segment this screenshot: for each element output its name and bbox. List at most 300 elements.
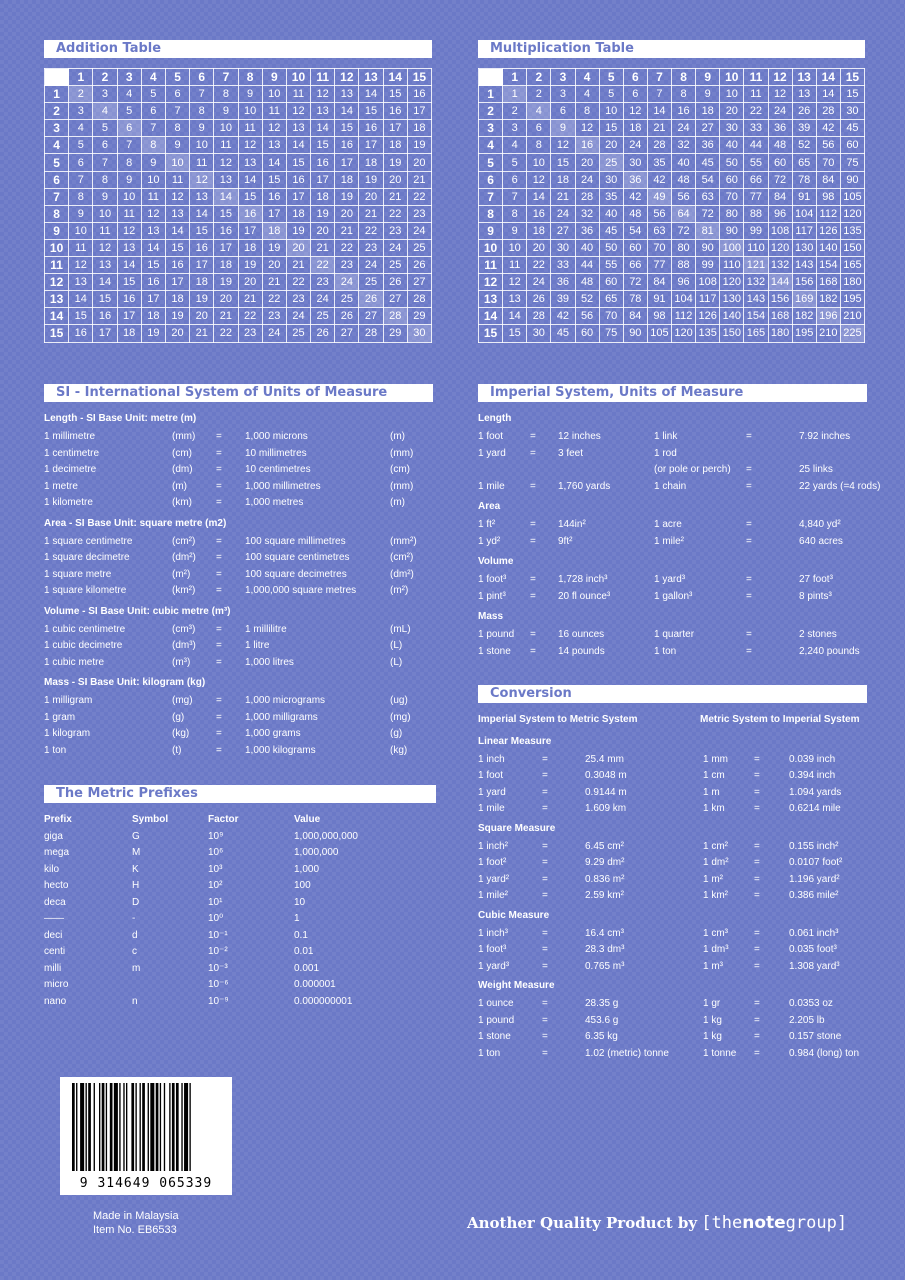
multiplication-cell: 143 bbox=[744, 291, 768, 308]
brand-text: Another Quality Product by bbox=[467, 1214, 698, 1232]
multiplication-cell: 28 bbox=[816, 103, 840, 120]
addition-cell: 7 bbox=[69, 171, 93, 188]
addition-cell: 16 bbox=[69, 325, 93, 342]
prefix-column-header: Value bbox=[294, 814, 321, 825]
multiplication-row-header: 7 bbox=[479, 188, 503, 205]
conversion-cell: 1 m³ bbox=[703, 960, 723, 972]
addition-cell: 16 bbox=[311, 154, 335, 171]
addition-cell: 4 bbox=[93, 103, 117, 120]
si-row bbox=[44, 567, 434, 584]
conversion-cell: 1 kg bbox=[703, 1031, 722, 1042]
multiplication-cell: 54 bbox=[623, 222, 647, 239]
addition-cell: 15 bbox=[238, 188, 262, 205]
multiplication-cell: 35 bbox=[599, 188, 623, 205]
multiplication-cell: 56 bbox=[816, 137, 840, 154]
conversion-cell: = bbox=[754, 944, 760, 955]
multiplication-cell: 30 bbox=[551, 239, 575, 256]
addition-cell: 19 bbox=[359, 171, 383, 188]
multiplication-cell: 36 bbox=[623, 171, 647, 188]
addition-cell: 20 bbox=[214, 291, 238, 308]
multiplication-cell: 2 bbox=[503, 103, 527, 120]
si-row bbox=[44, 550, 434, 567]
imperial-cell: 8 pints³ bbox=[799, 590, 832, 602]
addition-cell: 22 bbox=[335, 239, 359, 256]
addition-column-header: 6 bbox=[190, 69, 214, 86]
multiplication-cell: 88 bbox=[744, 205, 768, 222]
imperial-cell: 7.92 inches bbox=[799, 431, 851, 442]
addition-cell: 16 bbox=[190, 239, 214, 256]
conversion-cell: 0.0353 oz bbox=[789, 998, 833, 1009]
prefix-cell: n bbox=[132, 995, 138, 1007]
multiplication-cell: 130 bbox=[720, 291, 744, 308]
multiplication-row bbox=[479, 188, 865, 205]
imperial-row bbox=[478, 479, 881, 496]
imperial-group bbox=[478, 500, 873, 550]
addition-row bbox=[45, 171, 432, 188]
multiplication-cell: 60 bbox=[575, 325, 599, 342]
addition-cell: 17 bbox=[335, 154, 359, 171]
addition-cell: 17 bbox=[117, 308, 141, 325]
si-cell: (dm²) bbox=[172, 552, 196, 563]
addition-cell: 27 bbox=[383, 291, 407, 308]
si-row bbox=[44, 479, 434, 496]
multiplication-cell: 135 bbox=[696, 325, 720, 342]
multiplication-cell: 90 bbox=[840, 171, 864, 188]
addition-cell: 21 bbox=[407, 171, 431, 188]
multiplication-cell: 60 bbox=[840, 137, 864, 154]
multiplication-cell: 140 bbox=[816, 239, 840, 256]
barcode-bar bbox=[86, 1083, 87, 1171]
conversion-cell: = bbox=[542, 873, 548, 885]
addition-cell: 18 bbox=[335, 171, 359, 188]
si-cell: 1 cubic centimetre bbox=[44, 623, 126, 635]
addition-cell: 24 bbox=[407, 222, 431, 239]
imperial-group-heading: Mass bbox=[478, 611, 504, 622]
si-row bbox=[44, 462, 434, 479]
multiplication-cell: 110 bbox=[744, 239, 768, 256]
multiplication-cell: 4 bbox=[503, 137, 527, 154]
addition-column-header: 13 bbox=[359, 69, 383, 86]
multiplication-cell: 63 bbox=[647, 222, 671, 239]
addition-row bbox=[45, 274, 432, 291]
addition-cell: 22 bbox=[359, 222, 383, 239]
conversion-cell: 2.59 km² bbox=[585, 890, 624, 901]
addition-cell: 21 bbox=[383, 188, 407, 205]
imperial-cell: 1 mile² bbox=[654, 535, 685, 547]
multiplication-cell: 48 bbox=[672, 171, 696, 188]
si-cell: (cm) bbox=[390, 464, 410, 475]
metric-prefixes-section bbox=[44, 812, 434, 1010]
addition-cell: 25 bbox=[335, 291, 359, 308]
addition-row-header: 6 bbox=[45, 171, 69, 188]
si-cell: = bbox=[216, 711, 222, 723]
addition-cell: 25 bbox=[311, 308, 335, 325]
imperial-cell: 144in² bbox=[558, 519, 586, 530]
addition-cell: 22 bbox=[262, 291, 286, 308]
addition-cell: 28 bbox=[359, 325, 383, 342]
prefix-cell: 0.001 bbox=[294, 962, 320, 974]
si-row bbox=[44, 693, 434, 710]
multiplication-cell: 8 bbox=[672, 86, 696, 103]
multiplication-cell: 24 bbox=[551, 205, 575, 222]
barcode-bar bbox=[126, 1083, 127, 1171]
multiplication-cell: 9 bbox=[696, 86, 720, 103]
conversion-row bbox=[478, 1029, 878, 1046]
si-cell: (dm³) bbox=[172, 640, 196, 651]
multiplication-cell: 40 bbox=[720, 137, 744, 154]
addition-cell: 10 bbox=[69, 222, 93, 239]
si-cell: 100 square decimetres bbox=[245, 568, 347, 580]
addition-cell: 18 bbox=[117, 325, 141, 342]
multiplication-cell: 70 bbox=[816, 154, 840, 171]
multiplication-cell: 150 bbox=[720, 325, 744, 342]
multiplication-cell: 210 bbox=[816, 325, 840, 342]
si-row bbox=[44, 446, 434, 463]
multiplication-cell: 24 bbox=[623, 137, 647, 154]
si-cell: 1 centimetre bbox=[44, 447, 100, 459]
addition-cell: 27 bbox=[359, 308, 383, 325]
addition-column-header: 9 bbox=[262, 69, 286, 86]
si-cell: = bbox=[216, 585, 222, 596]
conversion-cell: = bbox=[542, 927, 548, 939]
addition-cell: 14 bbox=[286, 137, 310, 154]
conversion-cell: 1 inch³ bbox=[478, 927, 509, 939]
multiplication-cell: 100 bbox=[720, 239, 744, 256]
conversion-cell: = bbox=[542, 998, 548, 1009]
addition-cell: 9 bbox=[93, 188, 117, 205]
conversion-cell: 1.02 (metric) tonne bbox=[585, 1047, 669, 1059]
multiplication-row-header: 3 bbox=[479, 120, 503, 137]
addition-cell: 14 bbox=[141, 239, 165, 256]
multiplication-cell: 8 bbox=[527, 137, 551, 154]
addition-cell: 18 bbox=[407, 120, 431, 137]
prefix-row bbox=[44, 928, 434, 945]
addition-row-header: 5 bbox=[45, 154, 69, 171]
prefix-column-header: Prefix bbox=[44, 814, 72, 825]
imperial-cell: 1 foot bbox=[478, 431, 504, 442]
addition-row-header: 7 bbox=[45, 188, 69, 205]
multiplication-cell: 48 bbox=[623, 205, 647, 222]
conversion-row bbox=[478, 752, 878, 769]
multiplication-cell: 20 bbox=[575, 154, 599, 171]
imperial-cell: = bbox=[746, 519, 752, 530]
addition-cell: 5 bbox=[93, 120, 117, 137]
conversion-cell: = bbox=[542, 960, 548, 972]
prefix-cell: 1,000,000 bbox=[294, 847, 339, 858]
imperial-cell: 1 yard bbox=[478, 447, 506, 459]
barcode-bar bbox=[131, 1083, 134, 1171]
si-group bbox=[44, 517, 434, 600]
conversion-cell: = bbox=[754, 770, 760, 781]
imperial-cell: 1 gallon³ bbox=[654, 590, 693, 602]
imperial-group-heading: Length bbox=[478, 413, 512, 424]
multiplication-cell: 10 bbox=[503, 239, 527, 256]
addition-cell: 8 bbox=[214, 86, 238, 103]
si-cell: = bbox=[216, 464, 222, 475]
si-cell: (g) bbox=[390, 728, 403, 739]
addition-cell: 24 bbox=[286, 308, 310, 325]
addition-row bbox=[45, 257, 432, 274]
si-cell: (mL) bbox=[390, 623, 411, 635]
conversion-cell: 28.35 g bbox=[585, 998, 619, 1009]
multiplication-cell: 12 bbox=[623, 103, 647, 120]
prefix-cell: mega bbox=[44, 847, 70, 858]
imperial-row bbox=[478, 446, 873, 463]
multiplication-cell: 99 bbox=[744, 222, 768, 239]
addition-operator-icon: + bbox=[45, 69, 69, 86]
multiplication-cell: 6 bbox=[623, 86, 647, 103]
multiplication-cell: 84 bbox=[623, 308, 647, 325]
addition-cell: 20 bbox=[190, 308, 214, 325]
prefix-row bbox=[44, 961, 434, 978]
addition-header-row bbox=[45, 69, 432, 86]
addition-cell: 15 bbox=[117, 274, 141, 291]
multiplication-cell: 91 bbox=[647, 291, 671, 308]
addition-cell: 25 bbox=[286, 325, 310, 342]
addition-cell: 10 bbox=[262, 86, 286, 103]
multiplication-row-header: 13 bbox=[479, 291, 503, 308]
barcode-bar bbox=[150, 1083, 154, 1171]
conversion-cell: = bbox=[542, 857, 548, 868]
multiplication-cell: 72 bbox=[696, 205, 720, 222]
addition-row-header: 10 bbox=[45, 239, 69, 256]
addition-cell: 20 bbox=[165, 325, 189, 342]
addition-cell: 15 bbox=[93, 291, 117, 308]
brand-logo bbox=[701, 1213, 847, 1233]
multiplication-cell: 154 bbox=[744, 308, 768, 325]
si-cell: (mg) bbox=[390, 711, 411, 723]
addition-cell: 13 bbox=[286, 120, 310, 137]
imperial-cell: 1 ft² bbox=[478, 519, 496, 530]
conversion-cell: 1 km² bbox=[703, 890, 728, 901]
addition-cell: 13 bbox=[165, 205, 189, 222]
si-cell: (kg) bbox=[390, 744, 408, 756]
si-group-heading: Mass - SI Base Unit: kilogram (kg) bbox=[44, 677, 206, 688]
multiplication-cell: 60 bbox=[623, 239, 647, 256]
multiplication-cell: 78 bbox=[792, 171, 816, 188]
si-cell: = bbox=[216, 431, 222, 442]
multiplication-cell: 40 bbox=[575, 239, 599, 256]
addition-cell: 17 bbox=[165, 274, 189, 291]
barcode bbox=[60, 1077, 232, 1195]
addition-cell: 22 bbox=[383, 205, 407, 222]
multiplication-cell: 44 bbox=[744, 137, 768, 154]
addition-cell: 26 bbox=[311, 325, 335, 342]
multiplication-cell: 10 bbox=[720, 86, 744, 103]
addition-cell: 11 bbox=[190, 154, 214, 171]
multiplication-cell: 16 bbox=[527, 205, 551, 222]
si-cell: = bbox=[216, 728, 222, 739]
multiplication-cell: 12 bbox=[575, 120, 599, 137]
conversion-cell: = bbox=[542, 840, 548, 852]
brand-line bbox=[467, 1213, 847, 1233]
imperial-cell: 4,840 yd² bbox=[799, 519, 841, 530]
multiplication-cell: 120 bbox=[768, 239, 792, 256]
conversion-cell: = bbox=[754, 786, 760, 798]
multiplication-cell: 77 bbox=[744, 188, 768, 205]
barcode-bar bbox=[140, 1083, 141, 1171]
conversion-cell: = bbox=[754, 840, 760, 852]
prefix-cell: deca bbox=[44, 896, 66, 908]
addition-cell: 17 bbox=[262, 205, 286, 222]
multiplication-cell: 12 bbox=[768, 86, 792, 103]
conversion-cell: 0.394 inch bbox=[789, 770, 836, 781]
prefix-column-header: Factor bbox=[208, 814, 239, 825]
si-cell: 1 decimetre bbox=[44, 464, 97, 475]
addition-row bbox=[45, 222, 432, 239]
addition-cell: 6 bbox=[141, 103, 165, 120]
addition-cell: 18 bbox=[238, 239, 262, 256]
addition-row-header: 11 bbox=[45, 257, 69, 274]
multiplication-cell: 84 bbox=[647, 274, 671, 291]
si-cell: 1 litre bbox=[245, 640, 270, 651]
si-cell: (cm²) bbox=[390, 552, 414, 563]
multiplication-cell: 70 bbox=[647, 239, 671, 256]
multiplication-cell: 42 bbox=[647, 171, 671, 188]
imperial-cell: = bbox=[746, 574, 752, 585]
si-cell: 1,000 litres bbox=[245, 656, 294, 668]
addition-cell: 19 bbox=[286, 222, 310, 239]
conversion-cell: 1.094 yards bbox=[789, 786, 842, 798]
addition-row-header: 14 bbox=[45, 308, 69, 325]
si-row bbox=[44, 710, 434, 727]
si-cell: 1 square metre bbox=[44, 568, 112, 580]
multiplication-row-header: 1 bbox=[479, 86, 503, 103]
multiplication-row-header: 14 bbox=[479, 308, 503, 325]
conversion-cell: = bbox=[754, 890, 760, 901]
addition-row-header: 9 bbox=[45, 222, 69, 239]
multiplication-cell: 21 bbox=[551, 188, 575, 205]
multiplication-column-header: 4 bbox=[575, 69, 599, 86]
conversion-cell: 1 foot² bbox=[478, 857, 507, 868]
addition-cell: 17 bbox=[286, 188, 310, 205]
multiplication-cell: 143 bbox=[792, 257, 816, 274]
multiplication-cell: 30 bbox=[720, 120, 744, 137]
addition-cell: 14 bbox=[165, 222, 189, 239]
prefix-cell: 10³ bbox=[208, 863, 223, 875]
addition-cell: 14 bbox=[238, 171, 262, 188]
multiplication-cell: 168 bbox=[768, 308, 792, 325]
multiplication-cell: 39 bbox=[792, 120, 816, 137]
prefix-cell: m bbox=[132, 962, 141, 974]
multiplication-cell: 169 bbox=[792, 291, 816, 308]
multiplication-cell: 182 bbox=[816, 291, 840, 308]
prefix-cell: 10⁻¹ bbox=[208, 929, 228, 941]
multiplication-row-header: 9 bbox=[479, 222, 503, 239]
addition-cell: 13 bbox=[311, 103, 335, 120]
multiplication-cell: 52 bbox=[575, 291, 599, 308]
addition-row bbox=[45, 120, 432, 137]
conversion-cell: 0.386 mile² bbox=[789, 890, 839, 901]
prefix-cell: micro bbox=[44, 979, 69, 990]
addition-cell: 15 bbox=[359, 103, 383, 120]
addition-cell: 20 bbox=[262, 257, 286, 274]
multiplication-cell: 60 bbox=[599, 274, 623, 291]
multiplication-cell: 48 bbox=[575, 274, 599, 291]
addition-cell: 13 bbox=[93, 257, 117, 274]
si-cell: 1,000 metres bbox=[245, 497, 304, 508]
multiplication-column-header: 10 bbox=[720, 69, 744, 86]
addition-column-header: 15 bbox=[407, 69, 431, 86]
conversion-cell: 6.35 kg bbox=[585, 1031, 618, 1042]
multiplication-cell: 180 bbox=[768, 325, 792, 342]
si-cell: 1,000 micrograms bbox=[245, 695, 326, 706]
imperial-cell: 12 inches bbox=[558, 431, 601, 442]
addition-cell: 14 bbox=[190, 205, 214, 222]
si-row bbox=[44, 622, 434, 639]
item-number: Item No. EB6533 bbox=[93, 1224, 177, 1236]
si-cell: (g) bbox=[172, 711, 185, 723]
si-group-heading: Area - SI Base Unit: square metre (m2) bbox=[44, 517, 227, 529]
barcode-bar bbox=[102, 1083, 105, 1171]
multiplication-cell: 80 bbox=[720, 205, 744, 222]
addition-cell: 12 bbox=[117, 222, 141, 239]
si-cell: 1,000 grams bbox=[245, 728, 301, 739]
addition-cell: 17 bbox=[407, 103, 431, 120]
addition-cell: 12 bbox=[190, 171, 214, 188]
multiplication-row bbox=[479, 205, 865, 222]
si-cell: = bbox=[216, 447, 222, 459]
addition-cell: 16 bbox=[117, 291, 141, 308]
addition-cell: 15 bbox=[69, 308, 93, 325]
si-row bbox=[44, 583, 434, 600]
addition-cell: 13 bbox=[69, 274, 93, 291]
si-cell: (km) bbox=[172, 497, 192, 508]
multiplication-cell: 2 bbox=[527, 86, 551, 103]
imperial-section bbox=[478, 412, 881, 665]
imperial-cell: 1 acre bbox=[654, 519, 682, 530]
multiplication-cell: 156 bbox=[768, 291, 792, 308]
prefix-column-header: Symbol bbox=[132, 814, 169, 825]
addition-cell: 17 bbox=[311, 171, 335, 188]
addition-cell: 11 bbox=[69, 239, 93, 256]
conversion-cell: 1 kg bbox=[703, 1014, 722, 1026]
si-title: SI - International System of Units of Measure bbox=[44, 384, 433, 402]
addition-cell: 9 bbox=[214, 103, 238, 120]
prefix-row bbox=[44, 977, 434, 994]
addition-cell: 24 bbox=[335, 274, 359, 291]
multiplication-cell: 7 bbox=[647, 86, 671, 103]
multiplication-cell: 56 bbox=[575, 308, 599, 325]
addition-cell: 22 bbox=[238, 308, 262, 325]
prefix-cell: 10⁰ bbox=[208, 913, 224, 924]
multiplication-cell: 70 bbox=[720, 188, 744, 205]
multiplication-column-header: 2 bbox=[527, 69, 551, 86]
addition-row bbox=[45, 103, 432, 120]
addition-cell: 16 bbox=[141, 274, 165, 291]
addition-cell: 15 bbox=[262, 171, 286, 188]
imperial-cell: 22 yards (=4 rods) bbox=[799, 480, 881, 492]
conversion-cell: = bbox=[542, 1031, 548, 1042]
multiplication-cell: 45 bbox=[696, 154, 720, 171]
addition-row bbox=[45, 239, 432, 256]
prefix-cell: centi bbox=[44, 946, 66, 957]
conversion-row bbox=[478, 872, 878, 889]
multiplication-cell: 20 bbox=[720, 103, 744, 120]
addition-cell: 20 bbox=[238, 274, 262, 291]
multiplication-cell: 30 bbox=[840, 103, 864, 120]
multiplication-cell: 12 bbox=[503, 274, 527, 291]
conversion-cell: 1 ton bbox=[478, 1047, 501, 1059]
multiplication-cell: 5 bbox=[503, 154, 527, 171]
imperial-cell: 1 mile bbox=[478, 480, 505, 492]
prefix-cell: 10⁻² bbox=[208, 946, 228, 957]
si-cell: = bbox=[216, 552, 222, 563]
multiplication-row-header: 2 bbox=[479, 103, 503, 120]
prefix-cell: D bbox=[132, 896, 140, 908]
barcode-bar bbox=[94, 1083, 95, 1171]
si-group bbox=[44, 676, 434, 759]
